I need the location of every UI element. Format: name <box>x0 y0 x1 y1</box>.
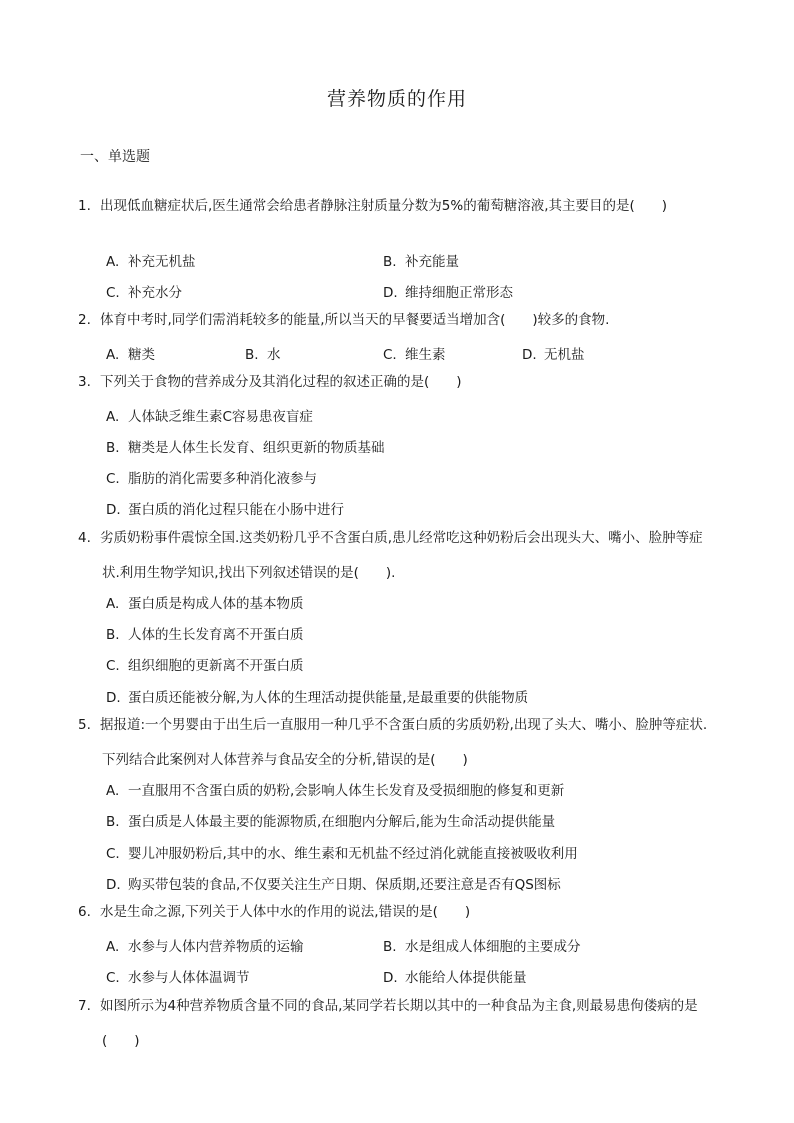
question-5-option-c: C. 婴儿冲服奶粉后,其中的水、维生素和无机盐不经过消化就能直接被吸收利用 <box>106 846 578 862</box>
question-6-option-c: C. 水参与人体体温调节 <box>106 970 250 986</box>
question-6-stem: 6. 水是生命之源,下列关于人体中水的作用的说法,错误的是( ) <box>78 904 471 920</box>
question-2-stem: 2. 体育中考时,同学们需消耗较多的能量,所以当天的早餐要适当增加含( )较多的食物. <box>78 312 610 328</box>
question-2-option-a: A. 糖类 <box>106 347 155 363</box>
question-1-option-d: D. 维持细胞正常形态 <box>383 285 513 301</box>
question-3-option-c: C. 脂肪的消化需要多种消化液参与 <box>106 471 317 487</box>
question-6-option-b: B. 水是组成人体细胞的主要成分 <box>383 939 581 955</box>
question-3-option-d: D. 蛋白质的消化过程只能在小肠中进行 <box>106 502 344 518</box>
question-4-option-d: D. 蛋白质还能被分解,为人体的生理活动提供能量,是最重要的供能物质 <box>106 690 529 706</box>
question-1-option-b: B. 补充能量 <box>383 254 459 270</box>
question-6-option-a: A. 水参与人体内营养物质的运输 <box>106 939 304 955</box>
question-3-option-b: B. 糖类是人体生长发育、组织更新的物质基础 <box>106 440 385 456</box>
question-3-stem: 3. 下列关于食物的营养成分及其消化过程的叙述正确的是( ) <box>78 374 462 390</box>
question-4-stem-continued: 状.利用生物学知识,找出下列叙述错误的是( ). <box>102 565 396 581</box>
page-title: 营养物质的作用 <box>326 88 467 110</box>
question-3-option-a: A. 人体缺乏维生素C容易患夜盲症 <box>106 409 313 425</box>
question-5-option-b: B. 蛋白质是人体最主要的能源物质,在细胞内分解后,能为生命活动提供能量 <box>106 814 556 830</box>
question-1-option-a: A. 补充无机盐 <box>106 254 196 270</box>
question-4-stem: 4. 劣质奶粉事件震惊全国.这类奶粉几乎不含蛋白质,患儿经常吃这种奶粉后会出现头大、嘴小、脸肿等症 <box>78 530 703 546</box>
question-7-stem-continued: ( ) <box>102 1033 140 1049</box>
question-4-option-b: B. 人体的生长发育离不开蛋白质 <box>106 627 304 643</box>
question-4-option-c: C. 组织细胞的更新离不开蛋白质 <box>106 658 304 674</box>
question-1-stem <box>78 191 667 222</box>
question-6-option-d: D. 水能给人体提供能量 <box>383 970 527 986</box>
question-7-stem: 7. 如图所示为4种营养物质含量不同的食品,某同学若长期以其中的一种食品为主食,则最易患佝偻病的是 <box>78 998 698 1014</box>
question-1-option-c: C. 补充水分 <box>106 285 182 301</box>
question-2-option-c: C. 维生素 <box>383 347 446 363</box>
question-2-option-d: D. 无机盐 <box>522 347 585 363</box>
question-5-stem-continued: 下列结合此案例对人体营养与食品安全的分析,错误的是( ) <box>102 752 468 768</box>
question-4-option-a: A. 蛋白质是构成人体的基本物质 <box>106 596 304 612</box>
section-heading: 一、单选题 <box>80 149 150 165</box>
question-5-option-a: A. 一直服用不含蛋白质的奶粉,会影响人体生长发育及受损细胞的修复和更新 <box>106 783 565 799</box>
question-number: 1. <box>78 198 91 214</box>
question-5-option-d: D. 购买带包装的食品,不仅要关注生产日期、保质期,还要注意是否有QS图标 <box>106 877 561 893</box>
question-5-stem: 5. 据报道:一个男婴由于出生后一直服用一种几乎不含蛋白质的劣质奶粉,出现了头大、嘴小、脸肿等症状. <box>78 717 708 733</box>
question-2-option-b: B. 水 <box>245 347 281 363</box>
question-text: 出现低血糖症状后,医生通常会给患者静脉注射质量分数为5%的葡萄糖溶液,其主要目的是( ) <box>100 198 668 214</box>
